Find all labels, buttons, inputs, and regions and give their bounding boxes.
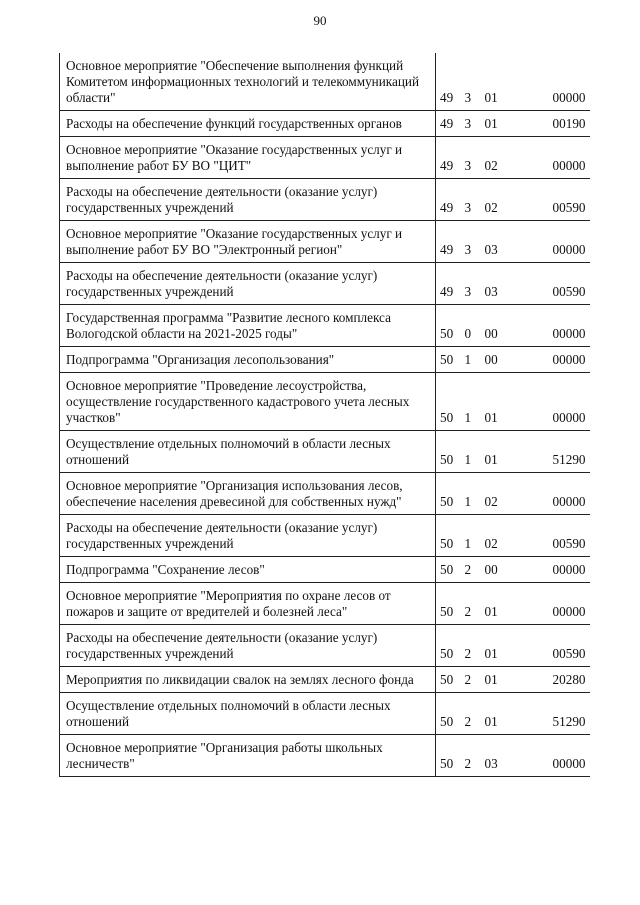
expense-direction-code-cell: 00000: [520, 473, 590, 515]
row-name-cell: Основное мероприятие "Мероприятия по охране лесов от пожаров и защите от вредителей и болезней леса": [60, 583, 436, 625]
expense-direction-code-cell: 00000: [520, 137, 590, 179]
row-name-cell: Расходы на обеспечение деятельности (оказание услуг) государственных учреждений: [60, 625, 436, 667]
subprogram-code-cell: 1: [463, 473, 485, 515]
row-name-cell: Расходы на обеспечение деятельности (оказание услуг) государственных учреждений: [60, 179, 436, 221]
activity-code-cell: 01: [485, 583, 520, 625]
expense-direction-code-cell: 00590: [520, 263, 590, 305]
activity-code-cell: 03: [485, 221, 520, 263]
activity-code-cell: 02: [485, 179, 520, 221]
table-row: [60, 373, 590, 431]
expense-direction-code-cell: 00590: [520, 179, 590, 221]
row-name-cell: Подпрограмма "Сохранение лесов": [60, 557, 436, 583]
subprogram-code-cell: 1: [463, 515, 485, 557]
table-row: [60, 53, 590, 111]
row-name-cell: Основное мероприятие "Проведение лесоустройства, осуществление государственного кадастрового учета лесных участков": [60, 373, 436, 431]
table-row: [60, 583, 590, 625]
activity-code-cell: 01: [485, 625, 520, 667]
subprogram-code-cell: 1: [463, 373, 485, 431]
activity-code-cell: 01: [485, 373, 520, 431]
program-code-cell: 50: [436, 735, 463, 777]
expense-direction-code-cell: 00000: [520, 347, 590, 373]
row-name-cell: Осуществление отдельных полномочий в области лесных отношений: [60, 431, 436, 473]
program-code-cell: 50: [436, 583, 463, 625]
subprogram-code-cell: 3: [463, 111, 485, 137]
subprogram-code-cell: 1: [463, 347, 485, 373]
program-code-cell: 50: [436, 515, 463, 557]
activity-code-cell: 02: [485, 137, 520, 179]
row-name-cell: Основное мероприятие "Организация использования лесов, обеспечение населения древесиной для собственных нужд": [60, 473, 436, 515]
activity-code-cell: 02: [485, 515, 520, 557]
expense-direction-code-cell: 00000: [520, 221, 590, 263]
table-row: [60, 263, 590, 305]
program-code-cell: 50: [436, 693, 463, 735]
activity-code-cell: 01: [485, 693, 520, 735]
program-code-cell: 50: [436, 625, 463, 667]
program-code-cell: 49: [436, 179, 463, 221]
subprogram-code-cell: 2: [463, 583, 485, 625]
row-name-cell: Осуществление отдельных полномочий в области лесных отношений: [60, 693, 436, 735]
subprogram-code-cell: 3: [463, 179, 485, 221]
program-code-cell: 49: [436, 263, 463, 305]
table-row: [60, 431, 590, 473]
table-row: [60, 305, 590, 347]
row-name-cell: Расходы на обеспечение деятельности (оказание услуг) государственных учреждений: [60, 263, 436, 305]
program-code-cell: 50: [436, 373, 463, 431]
table-row: [60, 137, 590, 179]
row-name-cell: Мероприятия по ликвидации свалок на землях лесного фонда: [60, 667, 436, 693]
table-row: [60, 667, 590, 693]
expense-direction-code-cell: 51290: [520, 431, 590, 473]
expense-direction-code-cell: 51290: [520, 693, 590, 735]
activity-code-cell: 01: [485, 111, 520, 137]
row-name-cell: Основное мероприятие "Оказание государственных услуг и выполнение работ БУ ВО "Электронный регион": [60, 221, 436, 263]
row-name-cell: Основное мероприятие "Оказание государственных услуг и выполнение работ БУ ВО "ЦИТ": [60, 137, 436, 179]
table-row: [60, 557, 590, 583]
program-code-cell: 50: [436, 431, 463, 473]
subprogram-code-cell: 3: [463, 263, 485, 305]
activity-code-cell: 01: [485, 667, 520, 693]
subprogram-code-cell: 3: [463, 221, 485, 263]
table-row: [60, 347, 590, 373]
table-row: [60, 179, 590, 221]
subprogram-code-cell: 2: [463, 735, 485, 777]
program-code-cell: 49: [436, 53, 463, 111]
activity-code-cell: 03: [485, 735, 520, 777]
table-row: [60, 735, 590, 777]
table-row: [60, 515, 590, 557]
subprogram-code-cell: 2: [463, 693, 485, 735]
row-name-cell: Расходы на обеспечение функций государственных органов: [60, 111, 436, 137]
row-name-cell: Государственная программа "Развитие лесного комплекса Вологодской области на 2021-2025 годы": [60, 305, 436, 347]
expense-direction-code-cell: 00590: [520, 625, 590, 667]
program-code-cell: 50: [436, 667, 463, 693]
program-code-cell: 50: [436, 473, 463, 515]
subprogram-code-cell: 2: [463, 557, 485, 583]
activity-code-cell: 03: [485, 263, 520, 305]
row-name-cell: Основное мероприятие "Организация работы школьных лесничеств": [60, 735, 436, 777]
expense-direction-code-cell: 00000: [520, 53, 590, 111]
row-name-cell: Подпрограмма "Организация лесопользования": [60, 347, 436, 373]
row-name-cell: Расходы на обеспечение деятельности (оказание услуг) государственных учреждений: [60, 515, 436, 557]
subprogram-code-cell: 2: [463, 625, 485, 667]
program-code-cell: 49: [436, 137, 463, 179]
program-code-cell: 49: [436, 111, 463, 137]
expense-direction-code-cell: 00190: [520, 111, 590, 137]
expense-direction-code-cell: 00000: [520, 305, 590, 347]
subprogram-code-cell: 1: [463, 431, 485, 473]
activity-code-cell: 00: [485, 305, 520, 347]
table-row: [60, 625, 590, 667]
activity-code-cell: 00: [485, 557, 520, 583]
program-code-cell: 50: [436, 305, 463, 347]
activity-code-cell: 02: [485, 473, 520, 515]
subprogram-code-cell: 2: [463, 667, 485, 693]
expense-direction-code-cell: 00000: [520, 557, 590, 583]
budget-classification-table: [59, 53, 590, 777]
expense-direction-code-cell: 00590: [520, 515, 590, 557]
subprogram-code-cell: 0: [463, 305, 485, 347]
expense-direction-code-cell: 00000: [520, 583, 590, 625]
subprogram-code-cell: 3: [463, 137, 485, 179]
program-code-cell: 50: [436, 347, 463, 373]
table-row: [60, 693, 590, 735]
expense-direction-code-cell: 00000: [520, 735, 590, 777]
table-row: [60, 473, 590, 515]
subprogram-code-cell: 3: [463, 53, 485, 111]
activity-code-cell: 00: [485, 347, 520, 373]
row-name-cell: Основное мероприятие "Обеспечение выполнения функций Комитетом информационных технологий и телекоммуникаций области": [60, 53, 436, 111]
activity-code-cell: 01: [485, 53, 520, 111]
program-code-cell: 50: [436, 557, 463, 583]
expense-direction-code-cell: 00000: [520, 373, 590, 431]
page-number: 90: [313, 13, 327, 28]
program-code-cell: 49: [436, 221, 463, 263]
table-row: [60, 111, 590, 137]
activity-code-cell: 01: [485, 431, 520, 473]
expense-direction-code-cell: 20280: [520, 667, 590, 693]
table-row: [60, 221, 590, 263]
